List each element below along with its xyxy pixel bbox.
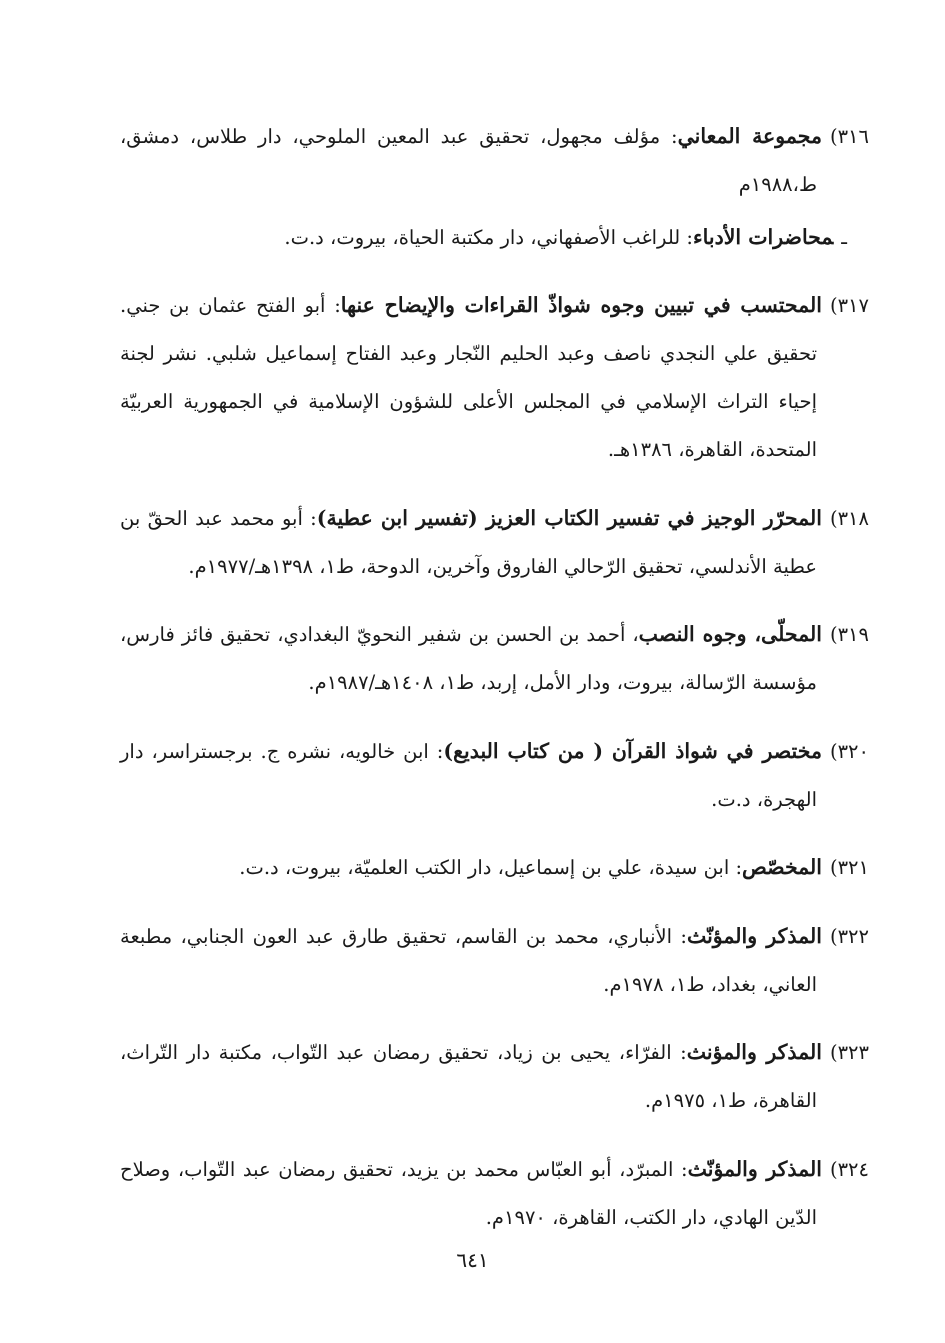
entry-details: : أبو محمد عبد الحقّ بن عطية الأندلسي، تحقيق الرّحالي الفاروق وآخرين، الدوحة، ط١، ١٣٩٨هـ/١٩٧٧م. bbox=[120, 506, 817, 578]
bibliography-entry-316 bbox=[120, 112, 869, 209]
bibliography-list bbox=[120, 92, 869, 1250]
entry-title: محاضرات الأدباء bbox=[692, 224, 834, 249]
entry-number: ٣٢٣) bbox=[829, 1041, 869, 1064]
entry-details: : ابن سيدة، علي بن إسماعيل، دار الكتب العلميّة، بيروت، د.ت. bbox=[239, 856, 743, 879]
entry-title: المحلّى، وجوه النصب bbox=[638, 622, 822, 646]
bibliography-entry-321 bbox=[120, 843, 869, 892]
page-number: ٦٤١ bbox=[456, 1248, 489, 1272]
entry-details: : الأنباري، محمد بن القاسم، تحقيق طارق عبد العون الجنابي، مطبعة العاني، بغداد، ط١، ١٩٧٨م. bbox=[120, 924, 817, 996]
entry-title: مختصر في شواذ القرآن ( من كتاب البديع) bbox=[443, 738, 822, 763]
bibliography-entry-318 bbox=[120, 494, 869, 591]
entry-number: ٣١٧) bbox=[829, 294, 869, 317]
entry-details: : الفرّاء، يحيى بن زياد، تحقيق رمضان عبد التّواب، مكتبة دار التّراث، القاهرة، ط١، ١٩٧٥م. bbox=[120, 1041, 817, 1112]
bibliography-entry-317 bbox=[120, 281, 869, 474]
entry-number: ٣١٨) bbox=[829, 506, 869, 530]
entry-title: المذكر والمؤنّث bbox=[686, 923, 822, 948]
entry-title: المخصّص bbox=[742, 855, 822, 879]
entry-number: ـ bbox=[841, 225, 847, 249]
entry-details: : مؤلف مجهول، تحقيق عبد المعين الملوحي، دار طلاس، دمشق، ط،١٩٨٨م bbox=[120, 124, 817, 196]
entry-number: ٣٢٢) bbox=[829, 924, 869, 948]
entry-title: المذكر والمؤنث bbox=[686, 1040, 822, 1064]
entry-details: : ابن خالويه، نشره ج. برجستراسر، دار الهجرة، د.ت. bbox=[120, 739, 817, 811]
entry-number: ٣١٦) bbox=[829, 124, 869, 148]
entry-title: المذكر والمؤنّث bbox=[687, 1156, 822, 1181]
entry-details: ، أحمد بن الحسن بن شفير النحويّ البغدادي، تحقيق فائز فارس، مؤسسة الرّسالة، بيروت، ودار الأمل، إربد، ط١، ١٤٠٨هـ/١٩٨٧م. bbox=[120, 623, 817, 694]
entry-number: ٣٢١) bbox=[829, 856, 869, 879]
entry-title: المحتسب في تبيين وجوه شواذّ القراءات والإيضاح عنها bbox=[340, 293, 822, 317]
entry-title: المحرّر الوجيز في تفسير الكتاب العزيز (تفسير ابن عطية) bbox=[316, 505, 822, 530]
bibliography-entry-322 bbox=[120, 912, 869, 1009]
bibliography-entry-324 bbox=[120, 1145, 869, 1242]
entry-number: ٣٢٤) bbox=[829, 1157, 869, 1181]
entry-title: مجموعة المعاني bbox=[677, 123, 822, 148]
bibliography-entry-319 bbox=[120, 610, 869, 707]
bibliography-entry-sub bbox=[120, 213, 869, 262]
entry-details: : المبرّد، أبو العبّاس محمد بن يزيد، تحقيق رمضان عبد التّواب، وصلاح الدّين الهادي، دار الكتب، القاهرة، ١٩٧٠م. bbox=[120, 1157, 817, 1229]
entry-details: : للراغب الأصفهاني، دار مكتبة الحياة، بيروت، د.ت. bbox=[284, 225, 693, 249]
entry-details: : أبو الفتح عثمان بن جني. تحقيق علي النجدي ناصف وعبد الحليم النّجار وعبد الفتاح إسماعيل شلبي. نشر لجنة إحياء التراث الإسلامي في المجلس الأعلى للشؤون الإسلامية في الجمهورية العربيّة المتحدة، القاهرة، ١٣٨٦هـ. bbox=[120, 294, 817, 461]
bibliography-entry-320 bbox=[120, 727, 869, 824]
entry-number: ٣٢٠) bbox=[829, 739, 869, 763]
entry-number: ٣١٩) bbox=[829, 623, 869, 646]
bibliography-entry-323 bbox=[120, 1028, 869, 1125]
